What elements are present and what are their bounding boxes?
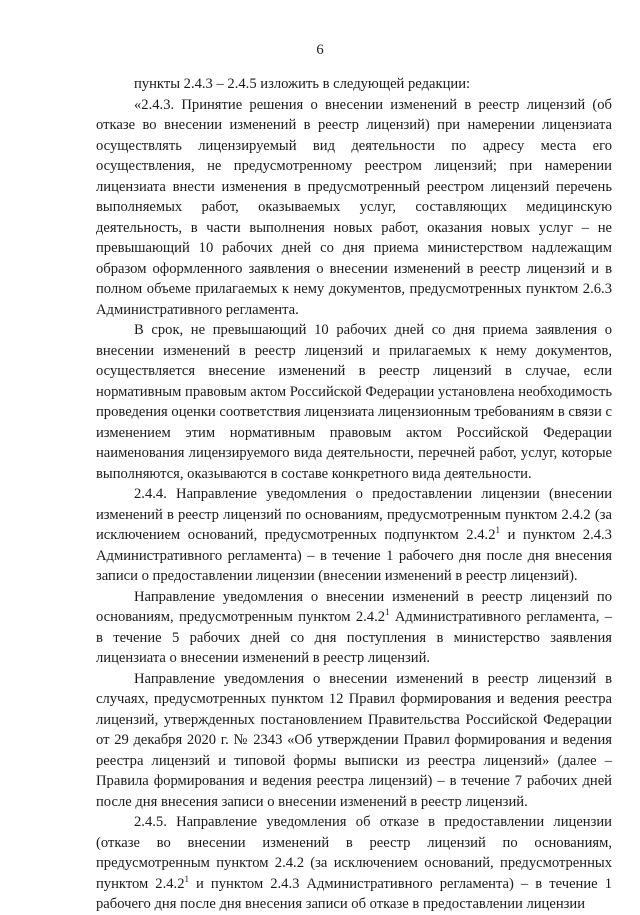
- paragraph-2-4-4: [96, 484, 612, 587]
- paragraph-intro: пункты 2.4.3 – 2.4.5 изложить в следующей редакции:: [134, 76, 471, 92]
- body-text: [96, 74, 612, 915]
- paragraph-2-4-4-part1: 2.4.4. Направление уведомления о предоставлении лицензии (внесении изменений в реестр лицензий по основаниям, предусмотренным пунктом 2.4.2 (за исключением оснований, предусмотренных подпунктом 2.4.2: [96, 486, 612, 543]
- paragraph-2-4-4-part2: и пунктом 2.4.3 Административного регламента) – в течение 1 рабочего дня после дня внесения записи о предоставлении лицензии (внесении изменений в реестр лицензий).: [96, 527, 612, 584]
- paragraph-notice-5-days: [96, 587, 612, 669]
- footnote-superscript: 1: [495, 525, 500, 536]
- page-number: 6: [316, 42, 324, 58]
- paragraph-2-4-5-part2: и пунктом 2.4.3 Административного регламента) – в течение 1 рабочего дня после дня внесения записи об отказе в предоставлении лицензии: [96, 875, 612, 912]
- paragraph-2-4-5-part1: 2.4.5. Направление уведомления об отказе в предоставлении лицензии (отказе во внесении изменений в реестр лицензий по основаниям, предусмотренным пунктом 2.4.2 (за исключением оснований, предусмотренных пунктом 2.4.2: [96, 814, 612, 892]
- paragraph-term-10-days: В срок, не превышающий 10 рабочих дней со дня приема заявления о внесении изменений в реестр лицензий и прилагаемых к нему документов, осуществляется внесение изменений в реестр лицензий в случае, если нормативным правовым актом Российской Федерации установлена необходимость проведения оценки соответствия лицензиата лицензионным требованиям в связи с изменением этим нормативным правовым актом Российской Федерации наименования лицензируемого вида деятельности, перечней работ, услуг, которые выполняются, оказываются в составе конкретного вида деятельности.: [96, 322, 612, 482]
- paragraph-notice-5-days-part2: Административного регламента, – в течение 5 рабочих дней со дня поступления в министерство заявления лицензиата о внесении изменений в реестр лицензий.: [96, 609, 612, 666]
- paragraph-notice-5-days-part1: Направление уведомления о внесении изменений в реестр лицензий по основаниям, предусмотренным пунктом 2.4.2: [96, 588, 612, 625]
- footnote-superscript: 1: [184, 873, 189, 884]
- footnote-superscript: 1: [385, 607, 390, 618]
- paragraph-notice-7-days: Направление уведомления о внесении изменений в реестр лицензий в случаях, предусмотренных пунктом 12 Правил формирования и ведения реестра лицензий, утвержденных постановлением Правительства Российской Федерации от 29 декабря 2020 г. № 2343 «Об утверждении Правил формирования и ведения реестра лицензий и типовой формы выписки из реестра лицензий» (далее – Правила формирования и ведения реестра лицензий) – в течение 7 рабочих дней после дня внесения записи о внесении изменений в реестр лицензий.: [96, 670, 612, 810]
- paragraph-2-4-3: «2.4.3. Принятие решения о внесении изменений в реестр лицензий (об отказе во внесении изменений в реестр лицензий) при намерении лицензиата осуществлять лицензируемый вид деятельности по адресу места его осуществления, не предусмотренному реестром лицензий; при намерении лицензиата внести изменения в предусмотренный реестром лицензий перечень выполняемых работ, оказываемых услуг, составляющих медицинскую деятельность, в части выполнения новых работ, оказания новых услуг – не превышающий 10 рабочих дней со дня приема министерством надлежащим образом оформленного заявления о внесении изменений в реестр лицензий и в полном объеме прилагаемых к нему документов, предусмотренных пунктом 2.6.3 Административного регламента.: [96, 96, 612, 318]
- paragraph-2-4-5: [96, 812, 612, 915]
